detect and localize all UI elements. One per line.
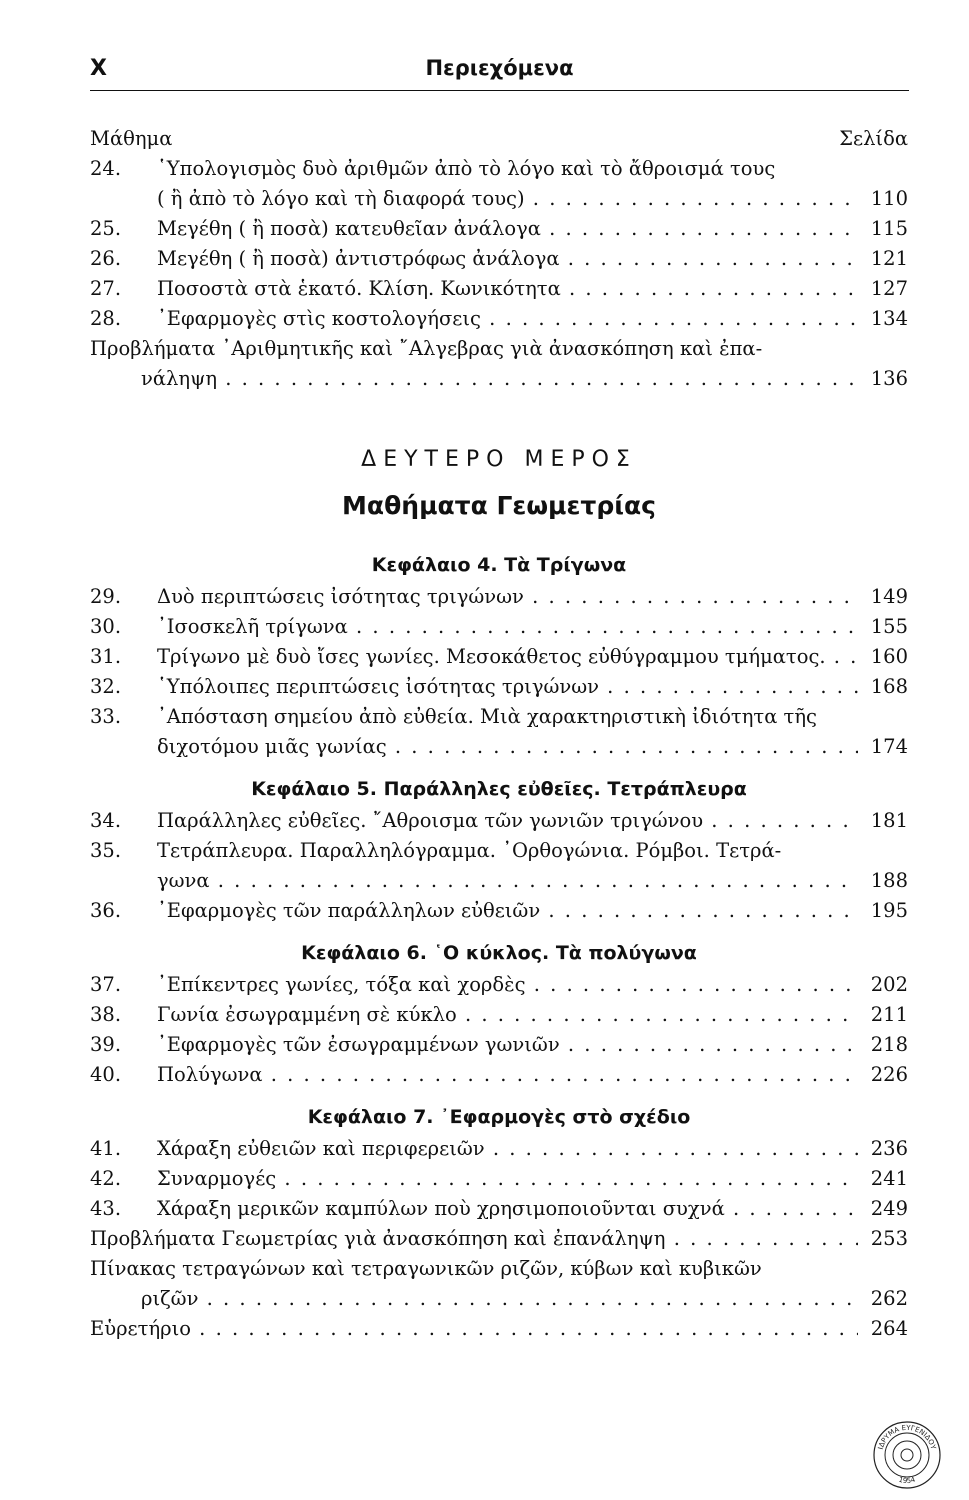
column-lesson-label: Μάθημα [90, 127, 173, 150]
entry-number: 37. [90, 973, 122, 996]
entry-page: 202 [870, 973, 908, 996]
trailing-entries [90, 1224, 908, 1344]
entry-title: ᾿Επίκεντρες γωνίες, τόξα καὶ χορδὲς . . . [157, 970, 858, 1000]
entry-page: 226 [870, 1063, 908, 1086]
entry-number: 27. [90, 277, 122, 300]
toc-entry [90, 582, 908, 612]
first-part-entries [90, 154, 908, 394]
svg-text:ΙΔΡΥΜΑ ΕΥΓΕΝΙΔΟΥ [877, 1424, 938, 1451]
seal-text: ΙΔΡΥΜΑ ΕΥΓΕΝΙΔΟΥ [876, 1423, 938, 1451]
entry-title: Πολύγωνα . . . [157, 1060, 858, 1090]
entry-title: ᾿Εφαρμογὲς τῶν παράλληλων εὐθειῶν . . . [157, 896, 858, 926]
entry-title: Ποσοστὰ στὰ ἑκατό. Κλίση. Κωνικότητα . . . [157, 274, 858, 304]
entry-number: 28. [90, 307, 122, 330]
entry-number: 30. [90, 615, 122, 638]
entry-title: Παράλληλες εὐθεῖες. ῎Αθροισμα τῶν γωνιῶν τριγώνου . . . [157, 806, 858, 836]
entry-title: Πίνακας τετραγώνων καὶ τετραγωνικῶν ριζῶν, κύβων καὶ κυβικῶν [90, 1257, 762, 1280]
entry-page: 110 [870, 187, 908, 210]
toc-entry [90, 1030, 908, 1060]
entry-page: 241 [870, 1167, 908, 1190]
seal-year: 1954 [897, 1475, 917, 1486]
entry-number: 24. [90, 157, 122, 180]
entry-number: 35. [90, 839, 122, 862]
entry-title: Μεγέθη ( ἢ ποσὰ) ἀντιστρόφως ἀνάλογα . . . [157, 244, 858, 274]
entry-title: Τετράπλευρα. Παραλληλόγραμμα. ᾿Ορθογώνια. Ρόμβοι. Τετρά- [157, 839, 782, 862]
entry-title: ᾿Εφαρμογὲς στὶς κοστολογήσεις . . . [157, 304, 858, 334]
toc-entry [90, 896, 908, 926]
toc-entry [90, 702, 908, 732]
entry-number: 26. [90, 247, 122, 270]
entry-title: Προβλήματα ᾿Αριθμητικῆς καὶ ῎Αλγεβρας γιὰ ἀνασκόπηση καὶ ἐπα- [90, 337, 763, 360]
entry-page: 149 [870, 585, 908, 608]
toc-entry [90, 244, 908, 274]
toc-entry [90, 1060, 908, 1090]
entry-title: ῾Υπόλοιπες περιπτώσεις ἰσότητας τριγώνων . . . [157, 672, 858, 702]
toc-entry [90, 1164, 908, 1194]
entry-title: ᾿Απόσταση σημείου ἀπὸ εὐθεία. Μιὰ χαρακτηριστικὴ ἰδιότητα τῆς [157, 705, 817, 728]
entry-title: διχοτόμου μιᾶς γωνίας . . . [90, 732, 858, 762]
toc-entry [90, 274, 908, 304]
entry-title: Γωνία ἐσωγραμμένη σὲ κύκλο . . . [157, 1000, 858, 1030]
entry-title: Μεγέθη ( ἢ ποσὰ) κατευθεῖαν ἀνάλογα . . . [157, 214, 858, 244]
entry-page: 127 [870, 277, 908, 300]
entry-number: 38. [90, 1003, 122, 1026]
entry-title: Συναρμογές . . . [157, 1164, 858, 1194]
entry-page: 155 [870, 615, 908, 638]
toc-entry [90, 612, 908, 642]
entry-title: νάληψη . . . [90, 364, 858, 394]
toc-entry [90, 1314, 908, 1344]
entry-page: 136 [870, 367, 908, 390]
entry-number: 29. [90, 585, 122, 608]
entry-page: 188 [870, 869, 908, 892]
toc-entry [90, 1224, 908, 1254]
entry-number: 32. [90, 675, 122, 698]
entry-number: 42. [90, 1167, 122, 1190]
entry-page: 195 [870, 899, 908, 922]
toc-entry-continuation [90, 866, 908, 896]
entry-title: Προβλήματα Γεωμετρίας γιὰ ἀνασκόπηση καὶ ἐπανάληψη . . . [90, 1224, 858, 1254]
entry-page: 264 [870, 1317, 908, 1340]
entry-title: Χάραξη μερικῶν καμπύλων ποὺ χρησιμοποιοῦνται συχνά . . . [157, 1194, 858, 1224]
entry-page: 121 [870, 247, 908, 270]
toc-entry [90, 806, 908, 836]
entry-title: ᾿Ισοσκελῆ τρίγωνα . . . [157, 612, 858, 642]
toc-entry [90, 642, 908, 672]
chapter-heading: Κεφάλαιο 6. ῾Ο κύκλος. Τὰ πολύγωνα [301, 942, 697, 964]
section-heading: Μαθήματα Γεωμετρίας [342, 491, 656, 520]
toc-entry [90, 1134, 908, 1164]
toc-entry [90, 836, 908, 866]
header-rule [90, 90, 909, 91]
running-header [90, 52, 909, 88]
page-number: X [90, 56, 107, 81]
entry-title: ριζῶν . . . [90, 1284, 858, 1314]
column-headers [90, 124, 908, 154]
toc-entry [90, 1254, 908, 1284]
part-heading: ΔΕΥΤΕΡΟ ΜΕΡΟΣ [361, 447, 637, 472]
entry-number: 25. [90, 217, 122, 240]
entry-page: 253 [870, 1227, 908, 1250]
toc-entry [90, 672, 908, 702]
toc-entry [90, 1194, 908, 1224]
entry-page: 181 [870, 809, 908, 832]
chapters [90, 548, 908, 1224]
entry-number: 40. [90, 1063, 122, 1086]
entry-title: Εὑρετήριο . . . [90, 1314, 858, 1344]
entry-page: 249 [870, 1197, 908, 1220]
toc-entry-continuation [90, 364, 908, 394]
entry-page: 168 [870, 675, 908, 698]
entry-title: Τρίγωνο μὲ δυὸ ἴσες γωνίες. Μεσοκάθετος εὐθύγραμμου τμήματος. . . . [157, 642, 858, 672]
entry-number: 41. [90, 1137, 122, 1160]
entry-number: 33. [90, 705, 122, 728]
entry-page: 236 [870, 1137, 908, 1160]
entry-number: 43. [90, 1197, 122, 1220]
toc-entry [90, 214, 908, 244]
entry-title: ῾Υπολογισμὸς δυὸ ἀριθμῶν ἀπὸ τὸ λόγο καὶ τὸ ἄθροισμά τους [157, 157, 776, 180]
entry-page: 218 [870, 1033, 908, 1056]
entry-title: Χάραξη εὐθειῶν καὶ περιφερειῶν . . . [157, 1134, 858, 1164]
entry-page: 174 [870, 735, 908, 758]
entry-number: 36. [90, 899, 122, 922]
toc-entry-continuation [90, 1284, 908, 1314]
chapter-heading: Κεφάλαιο 7. ᾿Εφαρμογὲς στὸ σχέδιο [307, 1106, 691, 1128]
table-of-contents [90, 124, 908, 1344]
toc-entry [90, 970, 908, 1000]
foundation-seal-icon [872, 1420, 942, 1490]
toc-entry [90, 304, 908, 334]
entry-number: 31. [90, 645, 122, 668]
chapter-heading: Κεφάλαιο 4. Τὰ Τρίγωνα [371, 554, 627, 576]
running-title: Περιεχόμενα [425, 56, 574, 80]
toc-entry-continuation [90, 732, 908, 762]
entry-number: 34. [90, 809, 122, 832]
entry-title: ᾿Εφαρμογὲς τῶν ἐσωγραμμένων γωνιῶν . . . [157, 1030, 858, 1060]
toc-entry-continuation [90, 184, 908, 214]
entry-page: 160 [870, 645, 908, 668]
entry-page: 211 [870, 1003, 908, 1026]
entry-title: γωνα . . . [90, 866, 858, 896]
column-page-label: Σελίδα [839, 127, 908, 150]
entry-title: Δυὸ περιπτώσεις ἰσότητας τριγώνων . . . [157, 582, 858, 612]
toc-entry [90, 1000, 908, 1030]
entry-title: ( ἢ ἀπὸ τὸ λόγο καὶ τὴ διαφορά τους) . . . [90, 184, 858, 214]
toc-entry [90, 334, 908, 364]
entry-page: 262 [870, 1287, 908, 1310]
chapter-heading: Κεφάλαιο 5. Παράλληλες εὐθεῖες. Τετράπλευρα [251, 778, 747, 800]
entry-page: 134 [870, 307, 908, 330]
entry-number: 39. [90, 1033, 122, 1056]
toc-entry [90, 154, 908, 184]
entry-page: 115 [870, 217, 908, 240]
